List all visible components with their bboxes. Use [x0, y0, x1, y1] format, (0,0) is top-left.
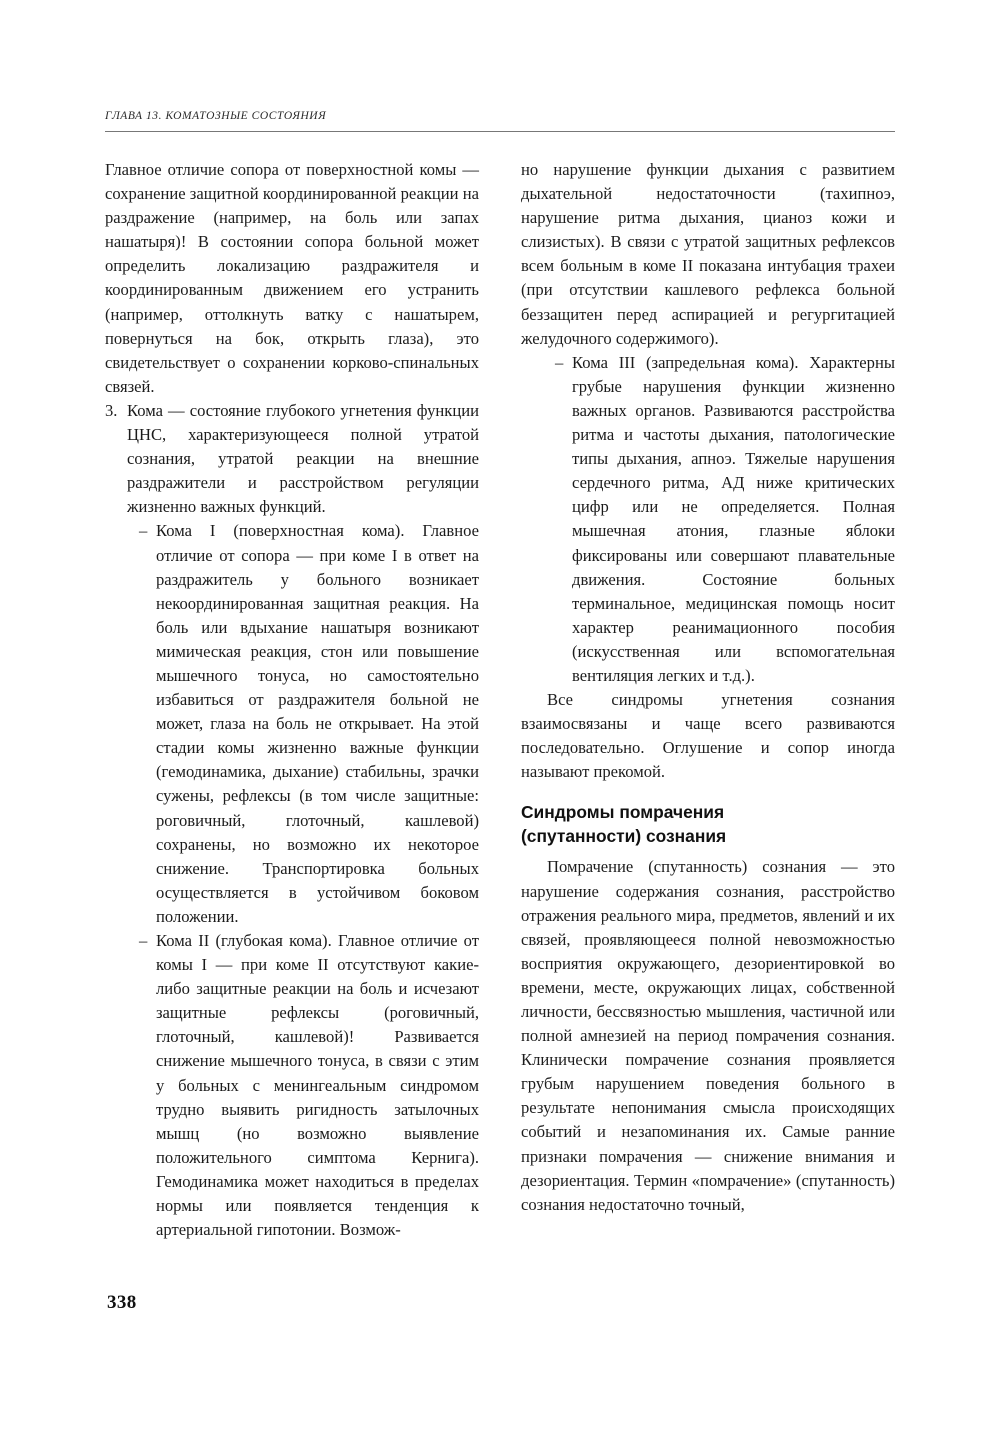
spacer-before-subheading: [521, 784, 895, 801]
paragraph-sopor: Главное отличие сопора от поверхностной комы — сохранение защитной координированной реакции на раздражение (например, на боль или запах нашатыря)! В состоянии сопора больной может определить локализацию раздражителя и координированным движением его устранить (например, оттолкнуть ватку с нашатырем, повернуться на бок, открыть глаза), это свидетельствует о сохранении корково-спинальных связей.: [105, 160, 479, 396]
header-rule: [105, 131, 895, 132]
sub-item-koma-2-text: Кома II (глубокая кома). Главное отличие от комы I — при коме II отсутствуют какие-либо защитные реакции на боль и исчезают защитные рефлексы (роговичный, глоточный, кашлевой)! Развивается снижение мышечного тонуса, в связи с этим у больных с менингеальным синдромом трудно выявить ригидность затылочных мышц (но возможно выявление положительного симптома Кернига). Гемодинамика может находиться в пределах нормы или появляется тенденция к артериальной гипотонии. Возмож-: [156, 931, 479, 1240]
sub-item-koma-1-text: Кома I (поверхностная кома). Главное отличие от сопора — при коме I в ответ на раздражитель у больного возникает некоординированная защитная реакция. На боль или вдыхание нашатыря возникают мимическая реакция, стон или повышение мышечного тонуса, но самостоятельно избавиться от раздражителя больной не может, глаза на боль не открывает. На этой стадии комы жизненно важные функции (гемодинамика, дыхание) стабильны, зрачки сужены, рефлексы (в том числе защитные: роговичный, глоточный, кашлевой) сохранены, но возможно их некоторое снижение. Транспортировка больных осуществляется в устойчивом боковом положении.: [156, 521, 479, 926]
spacer-after-subheading: [521, 848, 895, 855]
dash-marker-koma-2: –: [139, 931, 148, 950]
sub-item-koma-3-text: Кома III (запредельная кома). Характерны грубые нарушения функции жизненно важных органов. Развиваются расстройства ритма и частоты дыхания, патологические типы дыхания, апноэ. Тяжелые нарушения сердечного ритма, АД ниже критических цифр или не определяется. Полная мышечная атония, глазные яблоки фиксированы или совершают плавательные движения. Состояние больных терминальное, медицинская помощь носит характер реанимационного пособия (искусственная или вспомогательная вентиляция легких и т.д.).: [572, 352, 895, 685]
sub-item-koma-2: [105, 929, 479, 1242]
list-item-3: [105, 399, 479, 519]
dash-marker-koma-3: –: [555, 352, 564, 372]
two-column-body: [105, 158, 895, 1258]
left-column: [105, 158, 479, 1258]
running-head: ГЛАВА 13. КОМАТОЗНЫЕ СОСТОЯНИЯ: [105, 110, 327, 122]
section-subheading-line-2: (спутанности) сознания: [521, 825, 727, 846]
list-item-3-text: Кома — состояние глубокого угнетения функции ЦНС, характеризующееся полной утратой сознания, утратой реакции на внешние раздражители и расстройством регуляции жизненно важных функций.: [127, 400, 479, 517]
paragraph-all-syndromes: Все синдромы угнетения сознания взаимосвязаны и чаще всего развиваются последовательно. Оглушение и сопор иногда называют прекомой.: [521, 690, 895, 782]
sub-item-koma-3: [521, 351, 895, 688]
dash-marker-koma-1: –: [139, 521, 148, 541]
paragraph-koma-2-continued: но нарушение функции дыхания с развитием дыхательной недостаточности (тахипноэ, нарушение ритма дыхания, цианоз кожи и слизистых). В связи с утратой защитных рефлексов всем больным в коме II показана интубация трахеи (при отсутствии кашлевого рефлекса больной беззащитен перед аспирацией и регургитацией желудочного содержимого).: [521, 160, 895, 348]
right-column: [521, 158, 895, 1258]
sub-item-koma-1: [105, 519, 479, 929]
paragraph-pomrachenie: Помрачение (спутанность) сознания — это нарушение содержания сознания, расстройство отражения реального мира, предметов, явлений и их связей, проявляющееся полной невозможностью восприятия окружающего, дезориентировкой во времени, месте, окружающих лицах, собственной личности, бессвязностью мышления, частичной или полной амнезией на период помрачения сознания. Клинически помрачение сознания проявляется грубым нарушением поведения больного в результате непонимания смысла происходящих событий и незапоминания их. Самые ранние признаки помрачения — снижение внимания и дезориентация. Термин «помрачение» (спутанность) сознания недостаточно точный,: [521, 857, 895, 1214]
section-subheading-line-1: Синдромы помрачения: [521, 802, 725, 823]
page-number: 338: [107, 1292, 137, 1313]
list-marker-3: 3.: [105, 400, 118, 420]
